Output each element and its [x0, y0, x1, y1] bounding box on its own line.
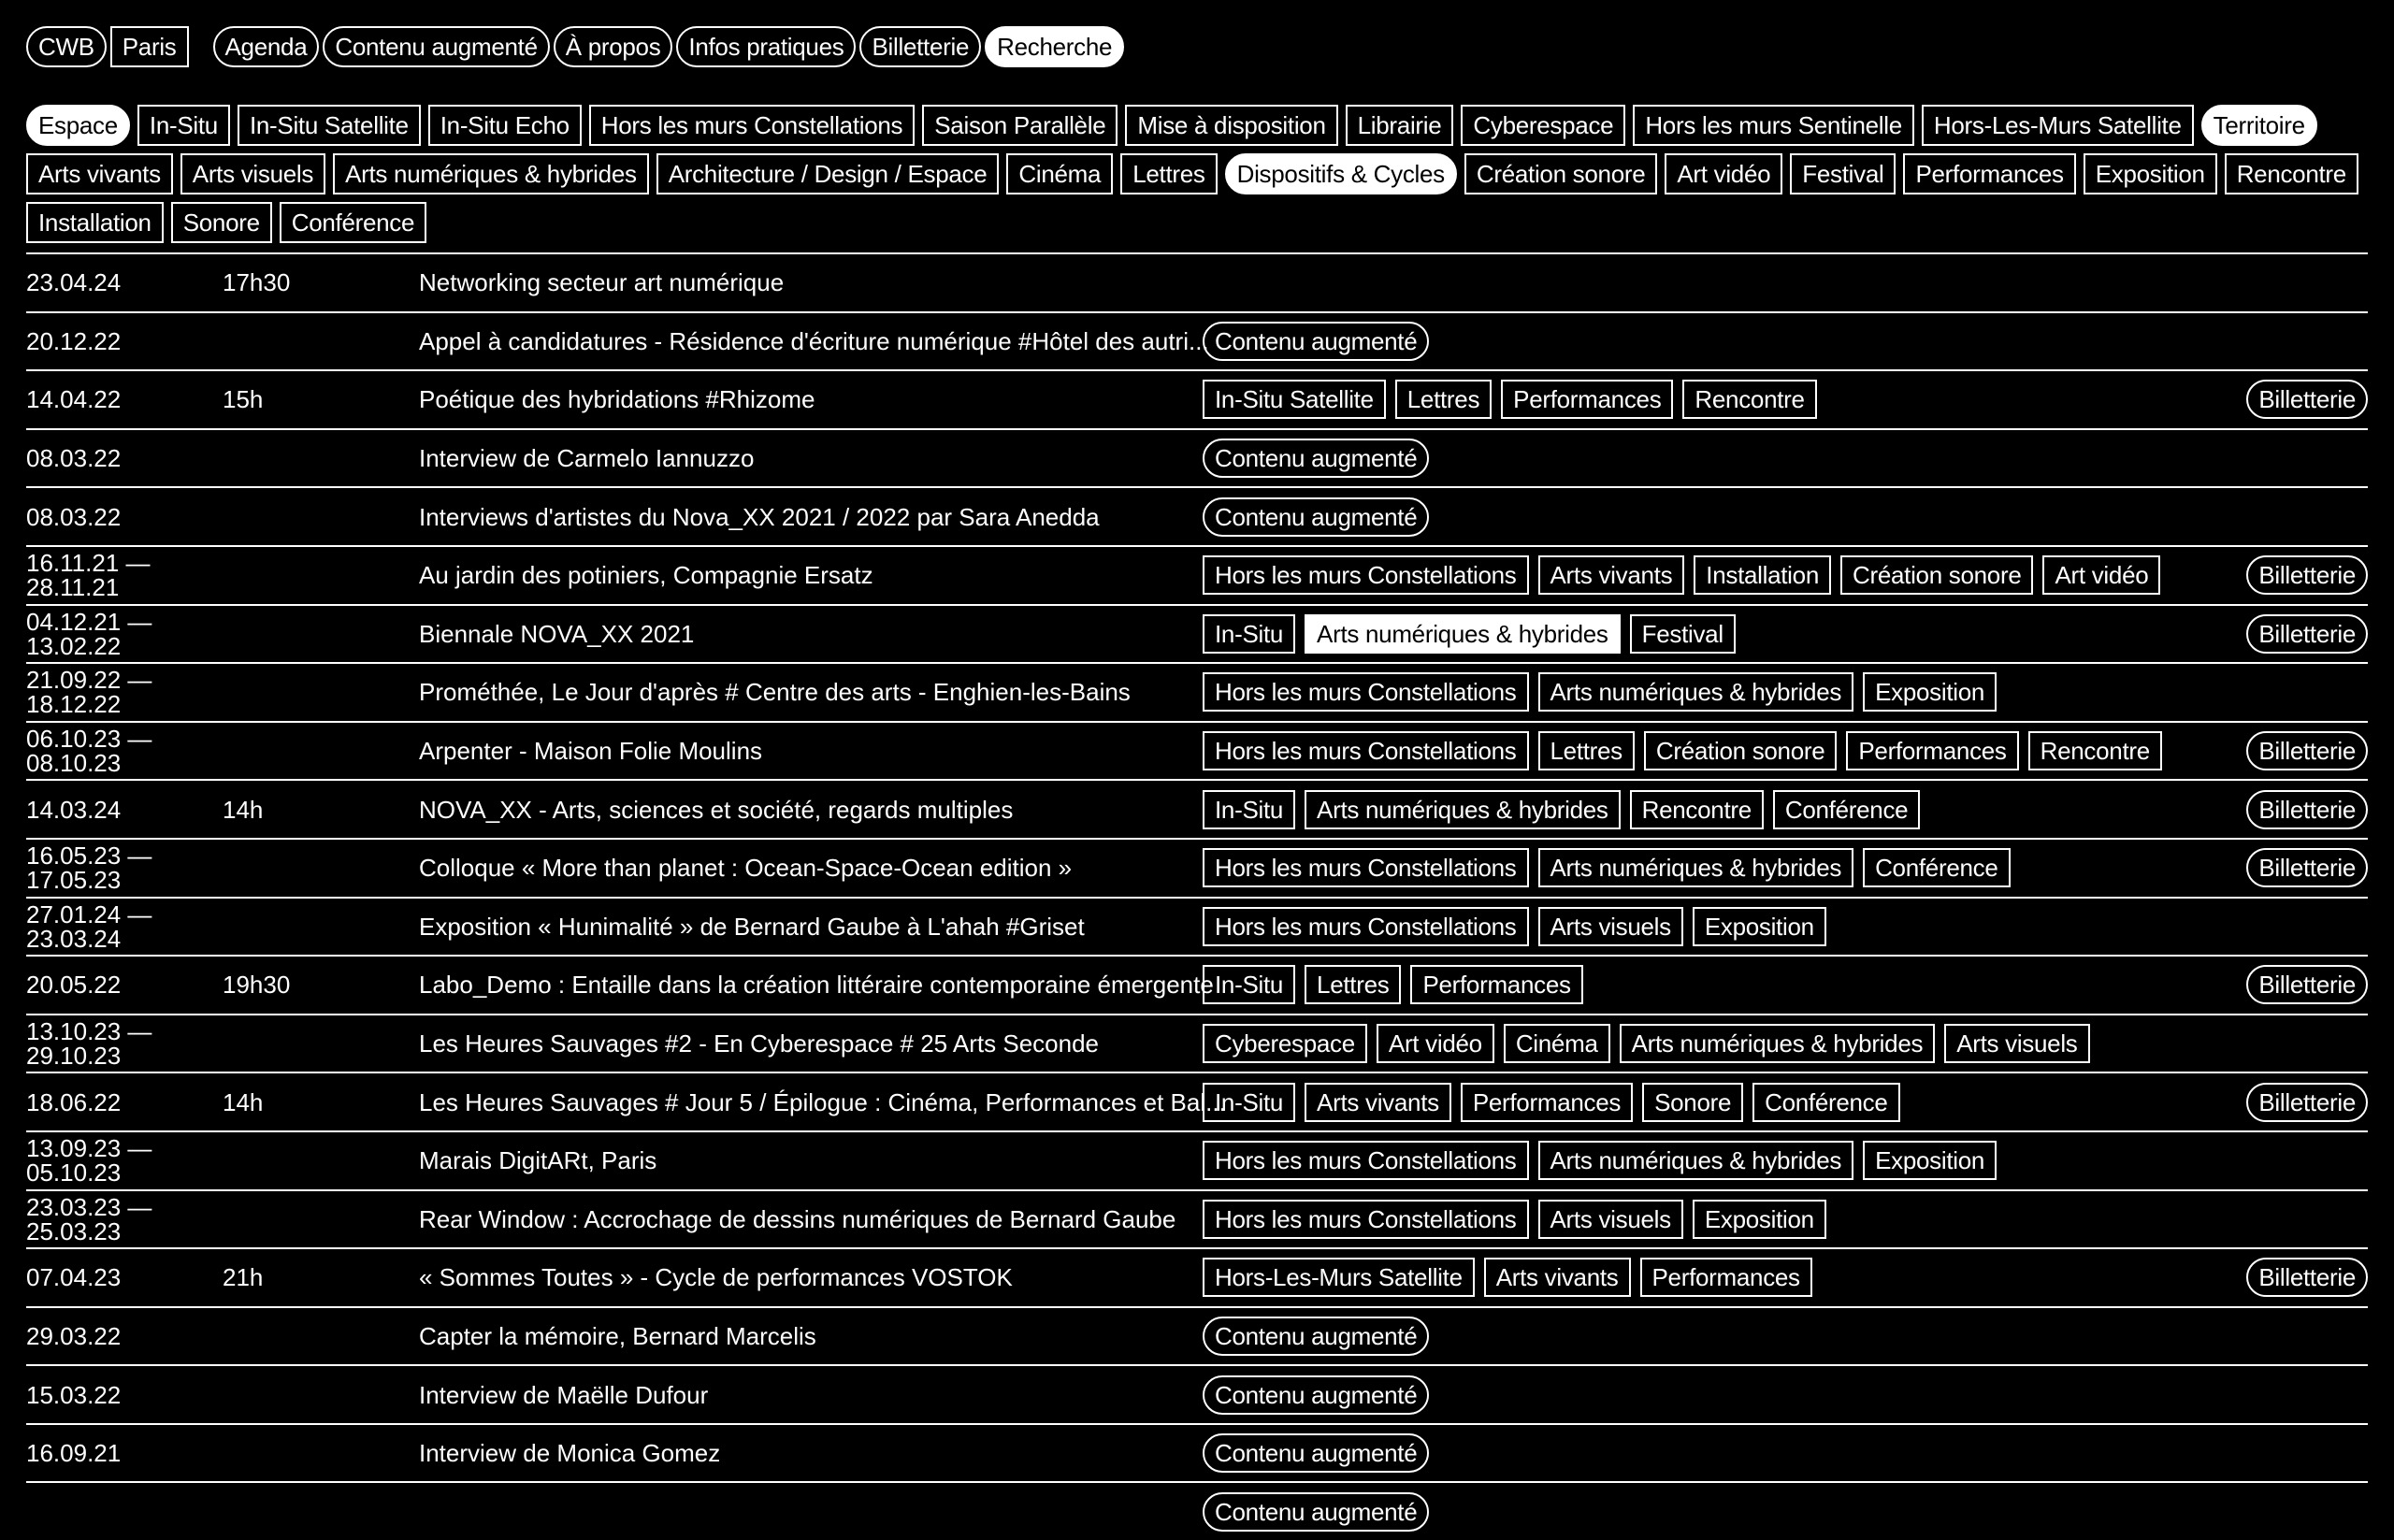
row-tags	[1203, 1083, 1900, 1122]
row-tag[interactable]: Arts vivants	[1305, 1083, 1451, 1122]
filter-arts-vivants[interactable]: Arts vivants	[26, 153, 173, 194]
table-row[interactable]	[26, 486, 2368, 545]
row-tag[interactable]: Hors les murs Constellations	[1203, 907, 1529, 946]
row-tags	[1203, 322, 1429, 361]
row-tag[interactable]: Arts numériques & hybrides	[1538, 848, 1854, 887]
row-title[interactable]: NOVA_XX - Arts, sciences et société, regards multiples	[419, 795, 1014, 824]
row-tags	[1203, 1141, 1997, 1180]
filter-saison-parall-le[interactable]: Saison Parallèle	[922, 105, 1118, 146]
row-time: 17h30	[223, 268, 291, 297]
row-title[interactable]: Arpenter - Maison Folie Moulins	[419, 737, 763, 766]
row-tag[interactable]: Création sonore	[1840, 555, 2034, 595]
row-date: 06.10.23 — 08.10.23	[26, 725, 152, 778]
table-row[interactable]	[26, 1130, 2368, 1189]
filter-rencontre[interactable]: Rencontre	[2225, 153, 2358, 194]
table-row[interactable]	[26, 604, 2368, 663]
row-tag[interactable]: Exposition	[1863, 672, 1997, 712]
filter-dispositifs-cycles[interactable]: Dispositifs & Cycles	[1225, 153, 1457, 194]
nav-spacer	[193, 26, 213, 67]
filter-performances[interactable]: Performances	[1903, 153, 2075, 194]
row-tag[interactable]: Festival	[1630, 614, 1736, 654]
billetterie-button[interactable]: Billetterie	[2246, 614, 2368, 654]
table-row[interactable]	[26, 1247, 2368, 1306]
table-row[interactable]	[26, 311, 2368, 370]
filter-hors-les-murs-satellite[interactable]: Hors-Les-Murs Satellite	[1922, 105, 2194, 146]
filter-territoire[interactable]: Territoire	[2201, 105, 2317, 146]
table-row[interactable]	[26, 779, 2368, 838]
site-cwb-button[interactable]: CWB	[26, 26, 107, 67]
billetterie-button[interactable]: Billetterie	[2246, 848, 2368, 887]
billetterie-button[interactable]: Billetterie	[2246, 731, 2368, 770]
row-tag[interactable]: Exposition	[1863, 1141, 1997, 1180]
row-tag[interactable]: Hors les murs Constellations	[1203, 555, 1529, 595]
row-tag[interactable]: Performances	[1501, 380, 1673, 419]
row-tag[interactable]: Contenu augmenté	[1203, 1317, 1429, 1356]
row-title[interactable]: Colloque « More than planet : Ocean-Space-Ocean edition »	[419, 854, 1073, 883]
row-tag[interactable]: Arts visuels	[1538, 907, 1683, 946]
row-tag[interactable]: Hors-Les-Murs Satellite	[1203, 1258, 1475, 1297]
nav-agenda[interactable]: Agenda	[213, 26, 320, 67]
table-row[interactable]	[26, 721, 2368, 780]
table-row[interactable]	[26, 897, 2368, 956]
filter-mise-disposition[interactable]: Mise à disposition	[1125, 105, 1337, 146]
row-tag[interactable]: Exposition	[1693, 907, 1826, 946]
row-tag[interactable]: Arts numériques & hybrides	[1538, 1141, 1854, 1180]
filter-lettres[interactable]: Lettres	[1120, 153, 1217, 194]
row-tag[interactable]: In-Situ	[1203, 614, 1295, 654]
row-tag[interactable]: Arts vivants	[1484, 1258, 1631, 1297]
row-title[interactable]: Les Heures Sauvages # Jour 5 / Épilogue : Cinéma, Performances et Bal...	[419, 1087, 1226, 1116]
nav-infos-pratiques[interactable]: Infos pratiques	[676, 26, 856, 67]
row-tag[interactable]: Hors les murs Constellations	[1203, 731, 1529, 770]
filter-cr-ation-sonore[interactable]: Création sonore	[1464, 153, 1658, 194]
row-tags	[1203, 1024, 2090, 1063]
row-title[interactable]: Biennale NOVA_XX 2021	[419, 619, 695, 648]
row-title[interactable]: Interview de Monica Gomez	[419, 1439, 721, 1468]
table-row[interactable]	[26, 369, 2368, 428]
row-time: 19h30	[223, 971, 291, 1000]
row-tag[interactable]: Lettres	[1305, 965, 1401, 1004]
row-tags	[1203, 1375, 1429, 1415]
row-title[interactable]: Networking secteur art numérique	[419, 268, 785, 297]
row-date: 23.03.23 — 25.03.23	[26, 1192, 152, 1245]
row-title[interactable]: « Sommes Toutes » - Cycle de performances VOSTOK	[419, 1263, 1013, 1292]
row-tag[interactable]: Rencontre	[1630, 790, 1764, 829]
row-title[interactable]: Au jardin des potiniers, Compagnie Ersatz	[419, 561, 873, 590]
row-date: 08.03.22	[26, 444, 122, 473]
row-tags	[1203, 1317, 1429, 1356]
filter-in-situ[interactable]: In-Situ	[137, 105, 230, 146]
row-tag[interactable]: In-Situ	[1203, 790, 1295, 829]
row-tag[interactable]: Hors les murs Constellations	[1203, 1200, 1529, 1239]
row-tag[interactable]: Lettres	[1395, 380, 1492, 419]
table-row[interactable]	[26, 1072, 2368, 1130]
row-date: 04.12.21 — 13.02.22	[26, 607, 152, 660]
row-tags	[1203, 614, 1736, 654]
table-row[interactable]	[26, 1364, 2368, 1423]
row-tag[interactable]: Performances	[1846, 731, 2018, 770]
row-tag[interactable]: Rencontre	[2028, 731, 2162, 770]
row-tag[interactable]: Arts visuels	[1944, 1024, 2089, 1063]
billetterie-button[interactable]: Billetterie	[2246, 380, 2368, 419]
row-date: 20.05.22	[26, 971, 122, 1000]
row-title[interactable]: Interview de Maëlle Dufour	[419, 1380, 709, 1409]
row-title[interactable]: Labo_Demo : Entaille dans la création littéraire contemporaine émergente	[419, 971, 1214, 1000]
filter-cyberespace[interactable]: Cyberespace	[1461, 105, 1625, 146]
row-tag[interactable]: Conférence	[1752, 1083, 1899, 1122]
row-title[interactable]: Interviews d'artistes du Nova_XX 2021 / 2022 par Sara Anedda	[419, 502, 1100, 531]
row-tag[interactable]: Contenu augmenté	[1203, 497, 1429, 537]
filter-in-situ-echo[interactable]: In-Situ Echo	[428, 105, 582, 146]
row-tag[interactable]: Arts numériques & hybrides	[1305, 614, 1621, 654]
row-date: 20.12.22	[26, 326, 122, 355]
row-tag[interactable]: Cinéma	[1504, 1024, 1610, 1063]
row-tag[interactable]: Art vidéo	[2042, 555, 2160, 595]
top-nav	[26, 26, 1128, 67]
filter-festival[interactable]: Festival	[1790, 153, 1896, 194]
row-tag[interactable]: Art vidéo	[1377, 1024, 1494, 1063]
billetterie-button[interactable]: Billetterie	[2246, 555, 2368, 595]
row-tag[interactable]: Hors les murs Constellations	[1203, 1141, 1529, 1180]
row-date: 15.03.22	[26, 1380, 122, 1409]
row-tags	[1203, 555, 2160, 595]
row-tags	[1203, 907, 1826, 946]
results-list	[26, 252, 2368, 1540]
row-tag[interactable]: Création sonore	[1644, 731, 1838, 770]
row-title[interactable]: Interview de Carmelo Iannuzzo	[419, 444, 755, 473]
table-row[interactable]	[26, 1481, 2368, 1540]
row-tag[interactable]: In-Situ	[1203, 1083, 1295, 1122]
billetterie-button[interactable]: Billetterie	[2246, 790, 2368, 829]
row-date: 07.04.23	[26, 1263, 122, 1292]
row-tags	[1203, 1258, 1812, 1297]
filter-bar	[26, 105, 2368, 243]
row-date: 13.09.23 — 05.10.23	[26, 1134, 152, 1187]
row-time: 14h	[223, 795, 264, 824]
filter-librairie[interactable]: Librairie	[1346, 105, 1454, 146]
row-tag[interactable]: Installation	[1694, 555, 1831, 595]
row-title[interactable]: Rear Window : Accrochage de dessins numériques de Bernard Gaube	[419, 1204, 1176, 1233]
nav-billetterie[interactable]: Billetterie	[859, 26, 981, 67]
row-date: 27.01.24 — 23.03.24	[26, 900, 152, 953]
row-date: 18.06.22	[26, 1087, 122, 1116]
table-row[interactable]	[26, 662, 2368, 721]
row-tag[interactable]: Performances	[1410, 965, 1582, 1004]
filter-sonore[interactable]: Sonore	[171, 202, 272, 243]
table-row[interactable]	[26, 428, 2368, 487]
table-row[interactable]	[26, 1306, 2368, 1365]
row-tags	[1203, 731, 2162, 770]
row-tag[interactable]: Rencontre	[1682, 380, 1816, 419]
row-date: 16.09.21	[26, 1439, 122, 1468]
row-tag[interactable]: Sonore	[1642, 1083, 1743, 1122]
row-tag[interactable]: Cyberespace	[1203, 1024, 1367, 1063]
filter-art-vid-o[interactable]: Art vidéo	[1665, 153, 1782, 194]
row-tag[interactable]: Exposition	[1693, 1200, 1826, 1239]
filter-installation[interactable]: Installation	[26, 202, 164, 243]
row-tags	[1203, 1200, 1826, 1239]
table-row[interactable]	[26, 545, 2368, 604]
row-tag[interactable]: Arts vivants	[1538, 555, 1685, 595]
nav-contenu-augmente[interactable]: Contenu augmenté	[323, 26, 549, 67]
row-title[interactable]: Marais DigitARt, Paris	[419, 1146, 657, 1175]
row-date: 16.11.21 — 28.11.21	[26, 549, 151, 602]
row-title[interactable]: Poétique des hybridations #Rhizome	[419, 385, 815, 414]
row-date: 13.10.23 — 29.10.23	[26, 1017, 152, 1071]
table-row[interactable]	[26, 252, 2368, 311]
row-tag[interactable]: In-Situ	[1203, 965, 1295, 1004]
row-tag[interactable]: Hors les murs Constellations	[1203, 848, 1529, 887]
row-tag[interactable]: Arts numériques & hybrides	[1620, 1024, 1936, 1063]
row-tags	[1203, 672, 1997, 712]
filter-in-situ-satellite[interactable]: In-Situ Satellite	[238, 105, 421, 146]
row-tag[interactable]: Performances	[1640, 1258, 1812, 1297]
row-time: 14h	[223, 1087, 264, 1116]
row-tags	[1203, 965, 1583, 1004]
table-row[interactable]	[26, 1423, 2368, 1482]
row-time: 21h	[223, 1263, 264, 1292]
site-paris-button[interactable]: Paris	[110, 26, 189, 67]
row-time: 15h	[223, 385, 264, 414]
filter-cin-ma[interactable]: Cinéma	[1006, 153, 1113, 194]
row-tag[interactable]: Conférence	[1773, 790, 1920, 829]
row-date: 14.03.24	[26, 795, 122, 824]
row-tag[interactable]: Contenu augmenté	[1203, 1375, 1429, 1415]
nav-recherche[interactable]: Recherche	[985, 26, 1124, 67]
row-tags	[1203, 1433, 1429, 1473]
row-tags	[1203, 497, 1429, 537]
row-tag[interactable]: Arts visuels	[1538, 1200, 1683, 1239]
row-tag[interactable]: Performances	[1461, 1083, 1633, 1122]
filter-hors-les-murs-constellations[interactable]: Hors les murs Constellations	[589, 105, 916, 146]
row-tag[interactable]: Contenu augmenté	[1203, 439, 1429, 478]
billetterie-button[interactable]: Billetterie	[2246, 1258, 2368, 1297]
row-date: 29.03.22	[26, 1321, 122, 1350]
table-row[interactable]	[26, 955, 2368, 1014]
row-date: 21.09.22 — 18.12.22	[26, 666, 152, 719]
filter-espace[interactable]: Espace	[26, 105, 130, 146]
filter-arts-num-riques-hybrides[interactable]: Arts numériques & hybrides	[333, 153, 649, 194]
filter-conf-rence[interactable]: Conférence	[280, 202, 426, 243]
row-tag[interactable]: Contenu augmenté	[1203, 322, 1429, 361]
filter-hors-les-murs-sentinelle[interactable]: Hors les murs Sentinelle	[1633, 105, 1914, 146]
row-tags	[1203, 439, 1429, 478]
table-row[interactable]	[26, 1189, 2368, 1248]
row-tags	[1203, 380, 1817, 419]
table-row[interactable]	[26, 1014, 2368, 1072]
row-title[interactable]: Prométhée, Le Jour d'après # Centre des arts - Enghien-les-Bains	[419, 678, 1131, 707]
billetterie-button[interactable]: Billetterie	[2246, 965, 2368, 1004]
filter-arts-visuels[interactable]: Arts visuels	[180, 153, 325, 194]
table-row[interactable]	[26, 838, 2368, 897]
row-date: 16.05.23 — 17.05.23	[26, 842, 152, 895]
filter-exposition[interactable]: Exposition	[2084, 153, 2217, 194]
row-title[interactable]: Exposition « Hunimalité » de Bernard Gaube à L'ahah #Griset	[419, 912, 1085, 941]
row-tag[interactable]: Arts numériques & hybrides	[1538, 672, 1854, 712]
row-date: 14.04.22	[26, 385, 122, 414]
row-tag[interactable]: Arts numériques & hybrides	[1305, 790, 1621, 829]
row-tag[interactable]: Contenu augmenté	[1203, 1492, 1429, 1532]
row-tags	[1203, 1492, 1429, 1532]
row-title[interactable]: Appel à candidatures - Résidence d'écriture numérique #Hôtel des autri...	[419, 326, 1209, 355]
row-tag[interactable]: Conférence	[1863, 848, 2010, 887]
row-tag[interactable]: Lettres	[1538, 731, 1635, 770]
row-tag[interactable]: Hors les murs Constellations	[1203, 672, 1529, 712]
filter-architecture-design-espace[interactable]: Architecture / Design / Espace	[656, 153, 1000, 194]
row-title[interactable]: Les Heures Sauvages #2 - En Cyberespace # 25 Arts Seconde	[419, 1029, 1099, 1058]
row-tags	[1203, 848, 2011, 887]
billetterie-button[interactable]: Billetterie	[2246, 1083, 2368, 1122]
row-date: 08.03.22	[26, 502, 122, 531]
row-tag[interactable]: Contenu augmenté	[1203, 1433, 1429, 1473]
row-tag[interactable]: In-Situ Satellite	[1203, 380, 1386, 419]
row-title[interactable]: Capter la mémoire, Bernard Marcelis	[419, 1321, 816, 1350]
row-date: 23.04.24	[26, 268, 122, 297]
row-tags	[1203, 790, 1920, 829]
nav-a-propos[interactable]: À propos	[554, 26, 673, 67]
